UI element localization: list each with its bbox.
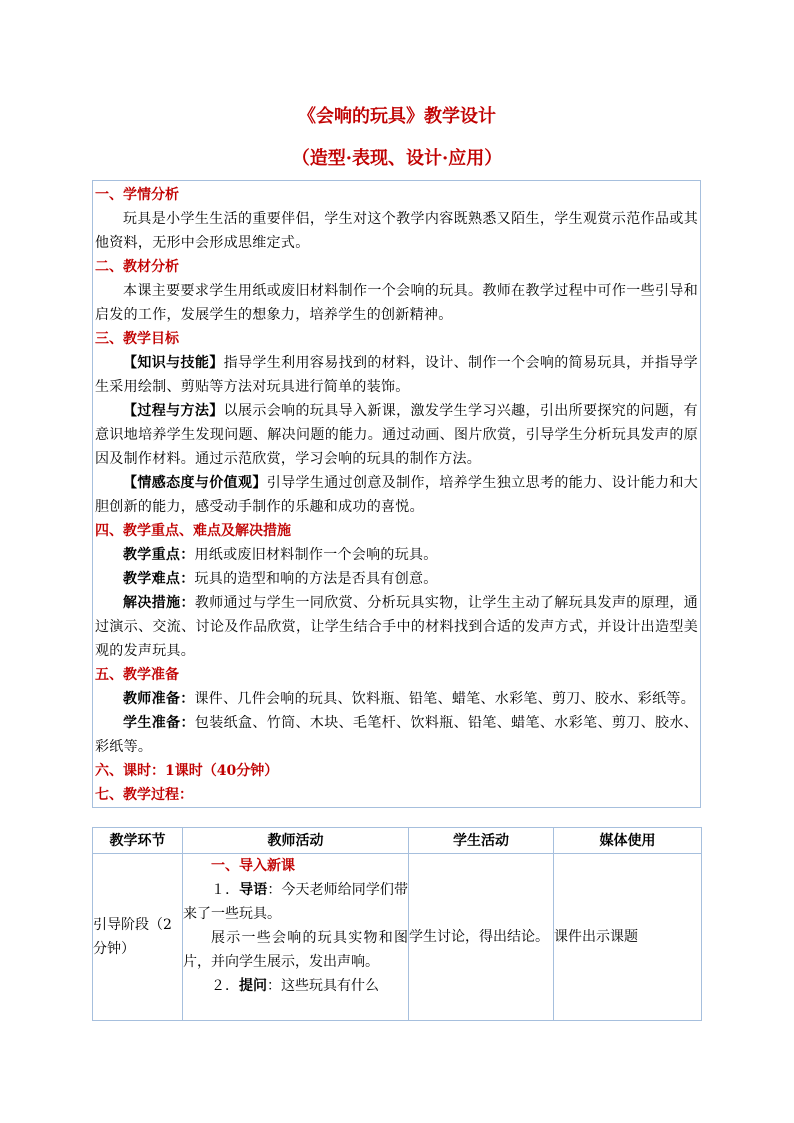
column-header: 教师活动 bbox=[183, 828, 409, 854]
table-header-row bbox=[93, 828, 702, 854]
section-heading-preparation: 五、教学准备 bbox=[95, 667, 179, 683]
student-activity-cell: 学生讨论，得出结论。 bbox=[409, 854, 554, 1021]
goal-process-methods bbox=[95, 399, 698, 471]
activity-paragraph bbox=[183, 878, 408, 926]
column-header: 学生活动 bbox=[409, 828, 554, 854]
activity-paragraph bbox=[183, 974, 408, 998]
column-header: 媒体使用 bbox=[554, 828, 702, 854]
section-heading-learner-analysis: 一、学情分析 bbox=[95, 187, 179, 203]
key-point-solution bbox=[95, 591, 698, 663]
step-text: 展示一些会响的玩具实物和图片，并向学生展示，发出声响。 bbox=[183, 930, 408, 970]
goal-label: 【知识与技能】 bbox=[123, 355, 224, 371]
item-label: 解决措施： bbox=[123, 595, 195, 611]
section-heading-teaching-goals: 三、教学目标 bbox=[95, 331, 179, 347]
item-label: 教学难点： bbox=[123, 571, 195, 587]
prep-student bbox=[95, 711, 698, 759]
goal-text: 指导学生利用容易找到的材料，设计、制作一个会响的简易玩具，并指导学生采用绘制、剪贴等方法对玩具进行简单的装饰。 bbox=[95, 355, 698, 395]
document-body bbox=[92, 180, 701, 808]
goal-text: 引导学生通过创意及制作，培养学生独立思考的能力、设计能力和大胆创新的能力，感受动手制作的乐趣和成功的喜悦。 bbox=[95, 475, 699, 515]
section-heading-material-analysis: 二、教材分析 bbox=[95, 259, 179, 275]
goal-text: 以展示会响的玩具导入新课，激发学生学习兴趣，引出所要探究的问题，有意识地培养学生发现问题、解决问题的能力。通过动画、图片欣赏，引导学生分析玩具发声的原因及制作材料。通过示范欣赏，学习会响的玩具的制作方法。 bbox=[95, 403, 698, 467]
item-text: 课件、几件会响的玩具、饮料瓶、铅笔、蜡笔、水彩笔、剪刀、胶水、彩纸等。 bbox=[194, 691, 695, 707]
item-text: 用纸或废旧材料制作一个会响的玩具。 bbox=[194, 547, 438, 563]
goal-label: 【过程与方法】 bbox=[123, 403, 224, 419]
column-header: 教学环节 bbox=[93, 828, 183, 854]
item-label: 教师准备： bbox=[123, 691, 195, 707]
step-label: 提问 bbox=[239, 978, 267, 994]
goal-emotion-values bbox=[95, 471, 698, 519]
stage-cell: 引导阶段（2分钟） bbox=[93, 854, 183, 1021]
item-text: 玩具的造型和响的方法是否具有创意。 bbox=[194, 571, 438, 587]
step-number: ２． bbox=[211, 978, 239, 994]
page-title: 《会响的玩具》教学设计 bbox=[298, 106, 496, 127]
activity-paragraph bbox=[183, 926, 408, 974]
teaching-process-table bbox=[92, 827, 702, 1021]
step-text: ：这些玩具有什么 bbox=[267, 978, 379, 994]
step-label: 导语 bbox=[239, 882, 268, 898]
step-text: ：今天老师给同学们带来了一些玩具。 bbox=[183, 882, 409, 922]
media-cell: 课件出示课题 bbox=[554, 854, 702, 1021]
item-text: 包装纸盒、竹筒、木块、毛笔杆、饮料瓶、铅笔、蜡笔、水彩笔、剪刀、胶水、彩纸等。 bbox=[95, 715, 699, 755]
section-heading-key-points: 四、教学重点、难点及解决措施 bbox=[95, 523, 291, 539]
item-text: 教师通过与学生一同欣赏、分析玩具实物，让学生主动了解玩具发声的原理，通过演示、交流、讨论及作品欣赏，让学生结合手中的材料找到合适的发声方式，并设计出造型美观的发声玩具。 bbox=[95, 595, 699, 659]
activity-heading: 一、导入新课 bbox=[211, 858, 295, 874]
page-subtitle: （造型·表现、设计·应用） bbox=[291, 148, 503, 169]
key-point-difficulty bbox=[95, 567, 698, 591]
section-text-material-analysis: 本课主要要求学生用纸或废旧材料制作一个会响的玩具。教师在教学过程中可作一些引导和启发的工作，发展学生的想象力，培养学生的创新精神。 bbox=[95, 283, 698, 323]
step-number: １． bbox=[211, 882, 240, 898]
goal-knowledge-skills bbox=[95, 351, 698, 399]
goal-label: 【情感态度与价值观】 bbox=[123, 475, 267, 491]
teacher-activity-cell bbox=[183, 854, 409, 1021]
prep-teacher bbox=[95, 687, 698, 711]
section-text-learner-analysis: 玩具是小学生生活的重要伴侣，学生对这个教学内容既熟悉又陌生，学生观赏示范作品或其他资料，无形中会形成思维定式。 bbox=[95, 211, 698, 251]
section-heading-teaching-process: 七、教学过程： bbox=[95, 787, 193, 803]
item-label: 学生准备： bbox=[123, 715, 195, 731]
key-point-focus bbox=[95, 543, 698, 567]
section-heading-class-hours: 六、课时：1课时（40分钟） bbox=[95, 763, 279, 779]
table-row bbox=[93, 854, 702, 1021]
item-label: 教学重点： bbox=[123, 547, 195, 563]
